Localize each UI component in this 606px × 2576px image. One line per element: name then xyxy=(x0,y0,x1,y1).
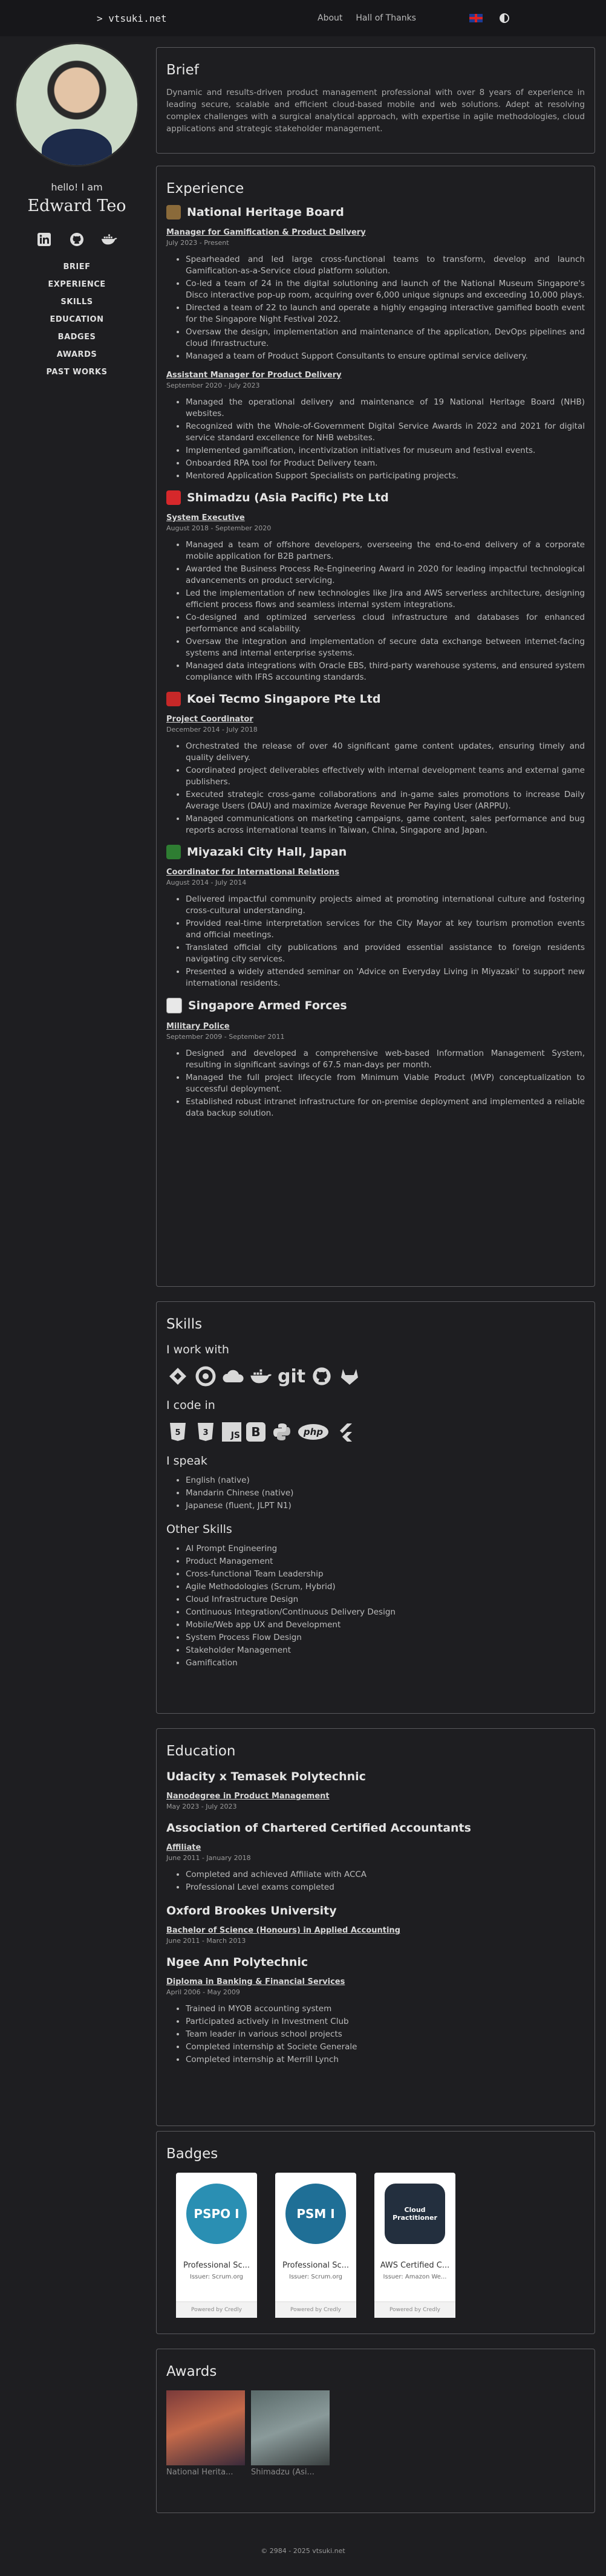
badge-footer: Powered by Credly xyxy=(374,2301,455,2318)
avatar xyxy=(15,42,139,167)
company-heading xyxy=(166,692,585,706)
top-navbar xyxy=(0,0,606,36)
github-icon[interactable] xyxy=(68,231,85,248)
bullet-item: • Delivered impactful community projects aimed at promoting international culture and fostering cross-cultural understanding. xyxy=(186,894,585,917)
education-title: Education xyxy=(166,1743,236,1759)
language-item: • Japanese (fluent, JLPT N1) xyxy=(186,1500,585,1512)
docker-icon[interactable] xyxy=(101,231,118,248)
education-section xyxy=(156,1728,595,2126)
bullet-item: • Designed and developed a comprehensive web-based Information Management System, resulting in significant savings of 67.5 man-days per month. xyxy=(186,1048,585,1071)
skill-item: • Cloud Infrastructure Design xyxy=(186,1594,585,1605)
bullet-item: • Oversaw the design, implementation and maintenance of the application, DevOps pipelines and cloud ifnrastructure. xyxy=(186,327,585,350)
skill-item: • AI Prompt Engineering xyxy=(186,1543,585,1555)
javascript-icon: JS xyxy=(222,1422,241,1442)
language-item: • Mandarin Chinese (native) xyxy=(186,1488,585,1499)
role-dates: December 2014 - July 2018 xyxy=(166,726,258,733)
bullet-item: • Co-led a team of 24 in the digital solutioning and launch of the National Museum Singapore's Disco interactive pop-up room, acquiring over 6,000 unique signups and exceeding 10,000 plays. xyxy=(186,278,585,301)
other-skills-title: Other Skills xyxy=(166,1523,232,1536)
menu-item-brief[interactable]: BRIEF xyxy=(63,262,91,272)
skill-item: • Gamification xyxy=(186,1657,585,1669)
bullet-item: • Managed a team of Product Support Consultants to ensure optimal service delivery. xyxy=(186,351,585,362)
copyright-footer: © 2984 - 2025 vtsuki.net xyxy=(261,2547,345,2555)
program-title: Diploma in Banking & Financial Services xyxy=(166,1977,345,1986)
role-dates: August 2018 - September 2020 xyxy=(166,524,272,532)
role-bullets xyxy=(166,254,585,362)
work-with-title: I work with xyxy=(166,1343,229,1356)
role-title: System Executive xyxy=(166,513,245,522)
skill-item: • Agile Methodologies (Scrum, Hybrid) xyxy=(186,1581,585,1593)
php-icon: php xyxy=(298,1424,328,1440)
program-title: Nanodegree in Product Management xyxy=(166,1792,330,1801)
site-brand[interactable]: > vtsuki.net xyxy=(97,12,167,24)
menu-item-experience[interactable]: EXPERIENCE xyxy=(48,280,106,289)
badge-emblem: Cloud Practitioner xyxy=(385,2184,445,2244)
role-bullets xyxy=(166,894,585,989)
git-icon: git xyxy=(278,1365,306,1387)
profile-name: Edward Teo xyxy=(27,197,126,215)
awards-title: Awards xyxy=(166,2364,217,2379)
badge-title: Professional Sc... xyxy=(282,2261,350,2270)
openai-icon xyxy=(194,1365,217,1388)
badge-title: Professional Sc... xyxy=(183,2261,250,2270)
role-title: Project Coordinator xyxy=(166,715,253,724)
school-name: Udacity x Temasek Polytechnic xyxy=(166,1770,366,1783)
badge-emblem: PSPO I xyxy=(186,2184,247,2244)
company-heading xyxy=(166,205,585,220)
python-icon xyxy=(270,1420,293,1443)
skill-item: • Cross-functional Team Leadership xyxy=(186,1569,585,1580)
education-bullets xyxy=(166,2003,585,2066)
nav-links xyxy=(318,13,416,23)
css3-icon xyxy=(194,1420,217,1443)
cloud-icon xyxy=(222,1365,245,1388)
work-with-icons xyxy=(166,1365,585,1388)
company-name: Koei Tecmo Singapore Pte Ltd xyxy=(187,692,381,706)
company-heading xyxy=(166,845,585,859)
company-heading xyxy=(166,998,585,1013)
menu-item-awards[interactable]: AWARDS xyxy=(56,350,97,359)
bullet-item: • Executed strategic cross-game collaborations and in-game sales promotions to increase Daily Average Users (DAU) and maximize Average Revenue Per Paying User (ARPPU). xyxy=(186,789,585,812)
profile-sidebar xyxy=(13,42,140,377)
company-logo-icon xyxy=(166,845,181,859)
role-dates: July 2023 - Present xyxy=(166,239,229,247)
menu-item-badges[interactable]: BADGES xyxy=(57,333,96,342)
bullet-item: • Directed a team of 22 to launch and operate a highly engaging interactive gamified booth event for the Singapore Night Festival 2022. xyxy=(186,302,585,325)
badge-footer: Powered by Credly xyxy=(275,2301,356,2318)
bullet-item: • Spearheaded and led large cross-functional teams to transform, develop and launch Gamification-as-a-Service cloud platform solution. xyxy=(186,254,585,277)
program-dates: May 2023 - July 2023 xyxy=(166,1803,237,1810)
bullet-item: • Participated actively in Investment Club xyxy=(186,2016,585,2028)
awards-section xyxy=(156,2349,595,2513)
program-dates: June 2011 - March 2013 xyxy=(166,1937,246,1945)
badge-issuer: Issuer: Scrum.org xyxy=(289,2274,342,2280)
uk-flag-icon[interactable] xyxy=(469,14,483,22)
badges-section xyxy=(156,2131,595,2334)
role-dates: September 2009 - September 2011 xyxy=(166,1033,285,1041)
language-item: • English (native) xyxy=(186,1475,585,1486)
bullet-item: • Completed internship at Societe Generale xyxy=(186,2041,585,2053)
company-name: Shimadzu (Asia Pacific) Pte Ltd xyxy=(187,491,389,504)
greeting: hello! I am xyxy=(51,181,103,193)
linkedin-icon[interactable] xyxy=(36,231,53,248)
skill-item: • Continuous Integration/Continuous Delivery Design xyxy=(186,1607,585,1618)
bullet-item: • Professional Level exams completed xyxy=(186,1882,585,1893)
badges-title: Badges xyxy=(166,2146,218,2162)
bullet-item: • Managed a team of offshore developers, overseeing the end-to-end delivery of a corporate mobile application for B2B partners. xyxy=(186,539,585,562)
role-bullets xyxy=(166,539,585,683)
company-logo-icon xyxy=(166,205,181,220)
social-links xyxy=(13,231,140,248)
company-logo-icon xyxy=(166,998,182,1013)
skill-item: • System Process Flow Design xyxy=(186,1632,585,1644)
role-title: Military Police xyxy=(166,1022,230,1031)
badge-card[interactable] xyxy=(275,2173,356,2318)
bullet-item: • Translated official city publications and provided essential assistance to foreign residents navigating city services. xyxy=(186,942,585,965)
brief-title: Brief xyxy=(166,62,199,78)
program-title: Affiliate xyxy=(166,1843,201,1852)
role-bullets xyxy=(166,741,585,836)
school-name: Ngee Ann Polytechnic xyxy=(166,1956,308,1969)
skills-title: Skills xyxy=(166,1316,203,1332)
theme-toggle-icon[interactable] xyxy=(500,13,509,23)
company-logo-icon xyxy=(166,490,181,505)
bullet-item: • Provided real-time interpretation services for the City Mayor at key tourism promotion events and official meetings. xyxy=(186,918,585,941)
bullet-item: • Orchestrated the release of over 40 significant game content updates, ensuring timely and quality delivery. xyxy=(186,741,585,764)
skill-item: • Mobile/Web app UX and Development xyxy=(186,1619,585,1631)
bullet-item: • Presented a widely attended seminar on 'Advice on Everyday Living in Miyazaki' to support new international residents. xyxy=(186,966,585,989)
badge-card[interactable] xyxy=(176,2173,257,2318)
role-title: Assistant Manager for Product Delivery xyxy=(166,371,342,380)
skill-item: • Product Management xyxy=(186,1556,585,1567)
docker-icon xyxy=(250,1365,273,1388)
bullet-item: • Established robust intranet infrastructure for on-premise deployment and implemented a reliable data backup solution. xyxy=(186,1096,585,1119)
role-bullets xyxy=(166,1048,585,1119)
bullet-item: • Managed data integrations with Oracle EBS, third-party warehouse systems, and ensured system compliance with IFRS accounting standards. xyxy=(186,660,585,683)
skill-item: • Stakeholder Management xyxy=(186,1645,585,1656)
role-dates: September 2020 - July 2023 xyxy=(166,382,260,389)
award-caption: Shimadzu (Asi... xyxy=(251,2468,314,2477)
badge-title: AWS Certified C... xyxy=(380,2261,450,2270)
award-photo[interactable] xyxy=(166,2390,245,2465)
bullet-item: • Led the implementation of new technologies like Jira and AWS serverless architecture, designing efficient process flows and seamless internal system integrations. xyxy=(186,588,585,611)
bullet-item: • Co-designed and optimized serverless cloud infrastructure and databases for enhanced performance and scalability. xyxy=(186,612,585,635)
bullet-item: • Managed communications on marketing campaigns, game content, sales performance and bug reports across international teams in Taiwan, China, Singapore and Japan. xyxy=(186,813,585,836)
role-title: Manager for Gamification & Product Delivery xyxy=(166,228,366,237)
award-list xyxy=(166,2390,585,2477)
bullet-item: • Team leader in various school projects xyxy=(186,2029,585,2040)
role-title: Coordinator for International Relations xyxy=(166,868,340,877)
experience-list xyxy=(166,205,585,1119)
company-name: Miyazaki City Hall, Japan xyxy=(187,845,347,859)
menu-item-skills[interactable]: SKILLS xyxy=(60,298,93,307)
section-menu xyxy=(13,262,140,377)
role-bullets xyxy=(166,397,585,482)
bullet-item: • Completed and achieved Affiliate with ACCA xyxy=(186,1869,585,1881)
badge-list xyxy=(176,2173,585,2318)
program-dates: June 2011 - January 2018 xyxy=(166,1854,251,1862)
bullet-item: • Completed internship at Merrill Lynch xyxy=(186,2054,585,2066)
bullet-item: • Mentored Application Support Specialists on participating projects. xyxy=(186,470,585,482)
bullet-item: • Implemented gamification, incentivization initiatives for museum and festival events. xyxy=(186,445,585,457)
html5-icon xyxy=(166,1420,189,1443)
bullet-item: • Oversaw the integration and implementation of secure data exchange between internet-facing systems and internal enterprise systems. xyxy=(186,636,585,659)
menu-item-education[interactable]: EDUCATION xyxy=(50,315,104,324)
program-title: Bachelor of Science (Honours) in Applied Accounting xyxy=(166,1926,400,1935)
svg-text:3: 3 xyxy=(203,1428,209,1437)
bullet-item: • Coordinated project deliverables effectively with internal development teams and external game publishers. xyxy=(186,765,585,788)
language-list xyxy=(166,1475,585,1512)
jira-icon xyxy=(166,1365,189,1388)
education-bullets xyxy=(166,1869,585,1893)
nav-link-about[interactable]: About xyxy=(318,13,343,23)
nav-link-hall-of-thanks[interactable]: Hall of Thanks xyxy=(356,13,416,23)
other-skills-list xyxy=(166,1543,585,1669)
badge-emblem: PSM I xyxy=(285,2184,346,2244)
award-item[interactable] xyxy=(166,2390,245,2477)
github-icon xyxy=(310,1365,333,1388)
code-in-icons xyxy=(166,1420,585,1443)
bullet-item: • Managed the full project lifecycle from Minimum Viable Product (MVP) conceptualization to successful deployment. xyxy=(186,1072,585,1095)
education-list xyxy=(166,1770,585,2066)
badge-footer: Powered by Credly xyxy=(176,2301,257,2318)
badge-issuer: Issuer: Scrum.org xyxy=(190,2274,243,2280)
award-item[interactable] xyxy=(251,2390,330,2477)
brief-text: Dynamic and results-driven product management professional with over 8 years of experience in leading secure, scalable and efficient cloud-based mobile and web solutions. Adept at resolving complex challenges with a surgical analytical approach, with expertise in agile methodologies, cloud applications and strategic stakeholder management. xyxy=(166,88,585,134)
company-logo-icon xyxy=(166,692,181,706)
svg-text:5: 5 xyxy=(175,1428,181,1437)
skills-section xyxy=(156,1301,595,1714)
bootstrap-icon: B xyxy=(246,1422,266,1442)
company-name: National Heritage Board xyxy=(187,206,344,219)
award-photo[interactable] xyxy=(251,2390,330,2465)
company-heading xyxy=(166,490,585,505)
brief-section xyxy=(156,47,595,154)
role-dates: August 2014 - July 2014 xyxy=(166,879,247,886)
school-name: Association of Chartered Certified Accountants xyxy=(166,1821,471,1835)
bullet-item: • Recognized with the Whole-of-Government Digital Service Awards in 2022 and 2021 for digital service standard excellence for NHB websites. xyxy=(186,421,585,444)
bullet-item: • Onboarded RPA tool for Product Delivery team. xyxy=(186,458,585,469)
award-caption: National Herita... xyxy=(166,2468,233,2477)
experience-section xyxy=(156,166,595,1287)
badge-card[interactable] xyxy=(374,2173,455,2318)
bullet-item: • Awarded the Business Process Re-Engineering Award in 2020 for leading impactful technological advancements on product servicing. xyxy=(186,564,585,587)
program-dates: April 2006 - May 2009 xyxy=(166,1988,240,1996)
flutter-icon xyxy=(333,1420,356,1443)
badge-issuer: Issuer: Amazon We... xyxy=(383,2274,447,2280)
bullet-item: • Managed the operational delivery and maintenance of 19 National Heritage Board (NHB) websites. xyxy=(186,397,585,420)
company-name: Singapore Armed Forces xyxy=(188,999,347,1012)
menu-item-past-works[interactable]: PAST WORKS xyxy=(46,368,108,377)
speak-title: I speak xyxy=(166,1454,207,1468)
school-name: Oxford Brookes University xyxy=(166,1904,337,1917)
bullet-item: • Trained in MYOB accounting system xyxy=(186,2003,585,2015)
code-in-title: I code in xyxy=(166,1399,215,1412)
nav-right xyxy=(469,13,509,23)
gitlab-icon xyxy=(338,1365,361,1388)
experience-title: Experience xyxy=(166,181,244,197)
